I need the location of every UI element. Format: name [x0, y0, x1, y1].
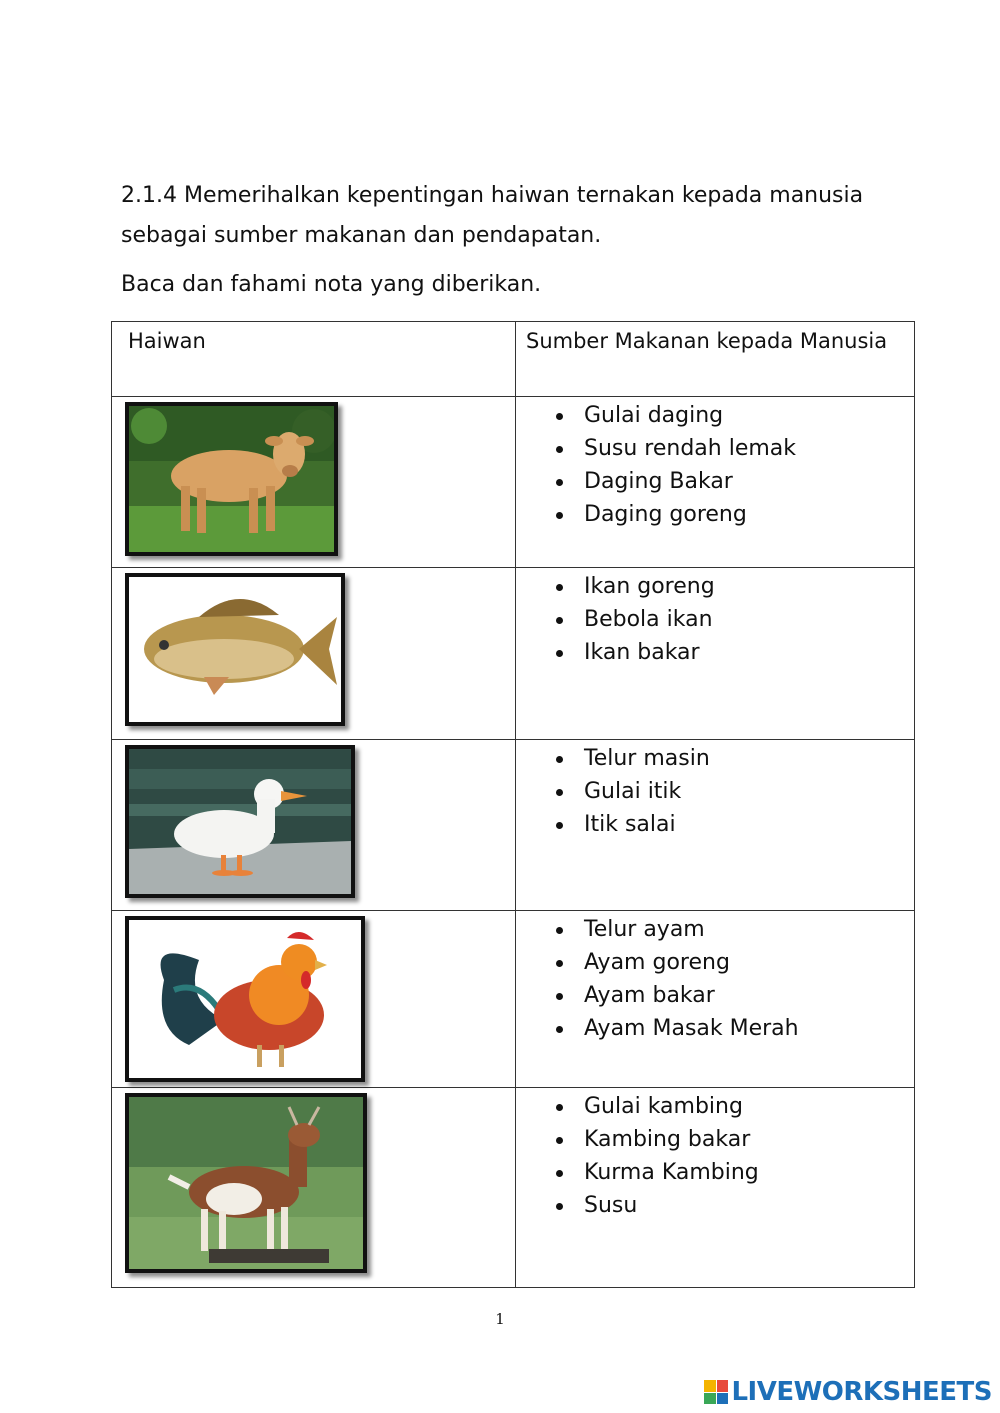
list-item: Ayam bakar [584, 979, 914, 1012]
list-item: Ikan goreng [584, 570, 914, 603]
list-item: Ayam Masak Merah [584, 1012, 914, 1045]
list-item: Gulai itik [584, 775, 914, 808]
page-heading: 2.1.4 Memerihalkan kepentingan haiwan ternakan kepada manusia sebagai sumber makanan dan pendapatan. [121, 183, 864, 248]
animal-cell [112, 911, 516, 1088]
list-item: Telur ayam [584, 913, 914, 946]
list-item: Kurma Kambing [584, 1156, 914, 1189]
fish-image [125, 573, 345, 726]
list-item: Bebola ikan [584, 603, 914, 636]
food-cell [516, 1088, 915, 1288]
list-item: Telur masin [584, 742, 914, 775]
list-item: Ikan bakar [584, 636, 914, 669]
food-cell [516, 740, 915, 911]
table-row [112, 1088, 915, 1288]
food-list [516, 1088, 914, 1222]
list-item: Susu [584, 1189, 914, 1222]
goat-image [125, 1093, 367, 1273]
table-row [112, 740, 915, 911]
liveworksheets-icon [704, 1380, 728, 1404]
page-number: 1 [495, 1310, 505, 1328]
brand-text: LIVEWORKSHEETS [731, 1377, 992, 1407]
brand-logo[interactable] [704, 1377, 992, 1407]
animal-cell [112, 397, 516, 568]
food-source-table [111, 321, 915, 1288]
animal-cell [112, 1088, 516, 1288]
rooster-image [125, 916, 365, 1082]
food-cell [516, 568, 915, 740]
food-list [516, 397, 914, 531]
animal-cell [112, 740, 516, 911]
header-food-source: Sumber Makanan kepada Manusia [516, 322, 915, 397]
list-item: Gulai kambing [584, 1090, 914, 1123]
table-header-row [112, 322, 915, 397]
table-row [112, 911, 915, 1088]
list-item: Susu rendah lemak [584, 432, 914, 465]
table-row [112, 568, 915, 740]
food-list [516, 911, 914, 1045]
food-list [516, 568, 914, 669]
cow-image [125, 402, 338, 556]
instruction-text: Baca dan fahami nota yang diberikan. [121, 272, 542, 297]
animal-cell [112, 568, 516, 740]
table-row [112, 397, 915, 568]
list-item: Gulai daging [584, 399, 914, 432]
food-cell [516, 911, 915, 1088]
list-item: Kambing bakar [584, 1123, 914, 1156]
food-cell [516, 397, 915, 568]
list-item: Daging goreng [584, 498, 914, 531]
list-item: Daging Bakar [584, 465, 914, 498]
list-item: Ayam goreng [584, 946, 914, 979]
header-animal: Haiwan [112, 322, 516, 397]
food-list [516, 740, 914, 841]
list-item: Itik salai [584, 808, 914, 841]
duck-image [125, 745, 355, 898]
